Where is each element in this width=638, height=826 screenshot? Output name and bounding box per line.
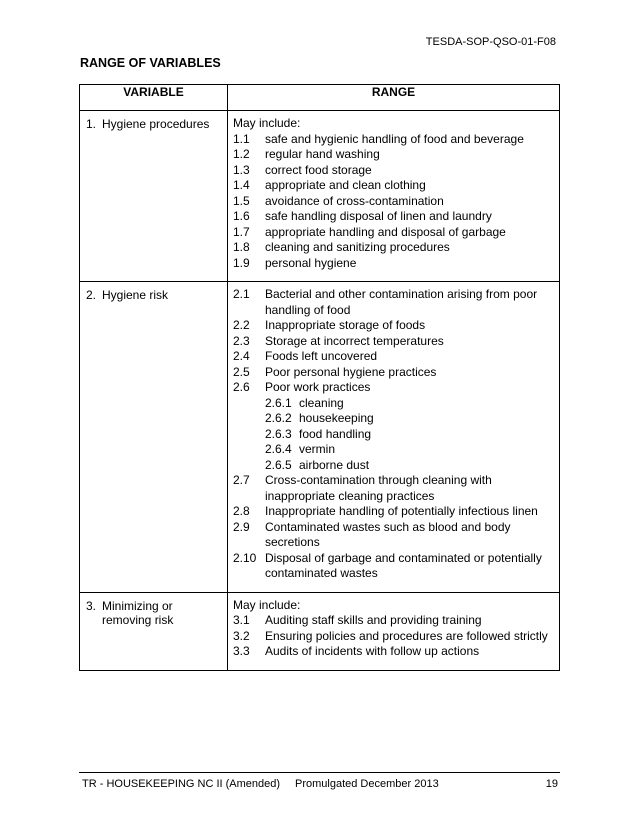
range-item xyxy=(233,473,555,504)
range-item-text: safe handling disposal of linen and laundry xyxy=(265,209,492,223)
range-item xyxy=(233,334,555,350)
range-cell xyxy=(228,111,560,282)
range-subitem-text: vermin xyxy=(299,442,336,456)
range-item-number: 2.7 xyxy=(233,473,250,487)
range-subitem xyxy=(233,442,555,458)
footer-promulgation: Promulgated December 2013 xyxy=(295,778,439,790)
variable-number: 3. xyxy=(86,598,97,613)
range-intro: May include: xyxy=(233,116,301,130)
range-item-number: 2.5 xyxy=(233,364,250,379)
range-item xyxy=(233,132,555,148)
range-item-number: 1.7 xyxy=(233,224,250,239)
range-subitem xyxy=(233,396,555,412)
range-item-number: 2.3 xyxy=(233,333,250,348)
range-subitem-number: 2.6.4 xyxy=(265,442,292,456)
range-item-number: 2.2 xyxy=(233,318,250,332)
range-item-text: Auditing staff skills and providing training xyxy=(265,613,482,627)
range-item-text: Contaminated wastes such as blood and body secretions xyxy=(265,519,511,549)
section-title: RANGE OF VARIABLES xyxy=(80,56,221,70)
range-item-number: 2.8 xyxy=(233,504,250,518)
range-item-number: 1.3 xyxy=(233,162,250,177)
range-item-number: 1.1 xyxy=(233,131,250,146)
range-subitem-number: 2.6.3 xyxy=(265,426,292,441)
range-item xyxy=(233,504,555,520)
range-item xyxy=(233,349,555,365)
range-item xyxy=(233,629,555,645)
range-subitem-number: 2.6.1 xyxy=(265,395,292,410)
range-subitem xyxy=(233,458,555,474)
range-item-number: 2.10 xyxy=(233,550,257,565)
range-item xyxy=(233,240,555,256)
range-item xyxy=(233,365,555,381)
range-item xyxy=(233,613,555,629)
range-subitem-text: airborne dust xyxy=(299,457,370,472)
range-item-text: Poor work practices xyxy=(265,380,371,394)
table-row xyxy=(80,282,560,593)
range-item xyxy=(233,318,555,334)
variable-name: Minimizing or removing risk xyxy=(102,598,174,627)
range-intro: May include: xyxy=(233,597,301,612)
variable-name: Hygiene risk xyxy=(102,288,169,302)
range-item-text: Inappropriate handling of potentially infectious linen xyxy=(265,504,538,518)
range-item xyxy=(233,147,555,163)
range-item-text: Disposal of garbage and contaminated or potentially contaminated wastes xyxy=(265,550,542,580)
range-item-text: cleaning and sanitizing procedures xyxy=(265,240,450,254)
range-item-text: personal hygiene xyxy=(265,255,357,270)
range-column-header: RANGE xyxy=(228,85,560,111)
variable-number: 1. xyxy=(86,117,97,131)
document-code: TESDA-SOP-QSO-01-F08 xyxy=(425,36,556,48)
range-subitem xyxy=(233,427,555,443)
range-item-text: appropriate and clean clothing xyxy=(265,178,426,192)
variable-column-header: VARIABLE xyxy=(80,85,228,111)
range-subitem xyxy=(233,411,555,427)
range-item-text: safe and hygienic handling of food and beverage xyxy=(265,131,524,146)
range-item-text: Ensuring policies and procedures are followed strictly xyxy=(265,628,548,643)
range-item xyxy=(233,163,555,179)
variable-cell xyxy=(80,592,228,670)
range-item-number: 1.9 xyxy=(233,255,250,270)
range-item xyxy=(233,225,555,241)
table-header-row xyxy=(80,85,560,111)
range-item-number: 3.2 xyxy=(233,628,250,643)
range-cell xyxy=(228,282,560,593)
range-of-variables-table xyxy=(79,84,560,671)
range-cell xyxy=(228,592,560,670)
range-subitem-number: 2.6.2 xyxy=(265,411,292,425)
range-item xyxy=(233,194,555,210)
range-item xyxy=(233,644,555,660)
range-item-number: 1.2 xyxy=(233,147,250,161)
range-item xyxy=(233,178,555,194)
range-item-number: 2.1 xyxy=(233,287,250,301)
range-item-text: avoidance of cross-contamination xyxy=(265,193,444,208)
range-item-text: correct food storage xyxy=(265,162,372,177)
variable-cell xyxy=(80,282,228,593)
table-row xyxy=(80,592,560,670)
range-item-number: 2.4 xyxy=(233,349,250,363)
range-item-text: Audits of incidents with follow up actions xyxy=(265,644,480,658)
footer-qualification: TR - HOUSEKEEPING NC II (Amended) xyxy=(82,778,281,790)
range-subitem-text: food handling xyxy=(299,426,372,441)
range-item-text: regular hand washing xyxy=(265,147,380,161)
range-item-number: 1.6 xyxy=(233,209,250,223)
footer-divider xyxy=(79,772,560,773)
range-item-number: 3.3 xyxy=(233,644,250,658)
range-subitem-number: 2.6.5 xyxy=(265,457,292,472)
page-number: 19 xyxy=(545,778,558,790)
range-subitem-text: cleaning xyxy=(299,395,344,410)
range-item-number: 1.5 xyxy=(233,193,250,208)
range-item xyxy=(233,209,555,225)
variable-cell xyxy=(80,111,228,282)
range-item xyxy=(233,380,555,396)
range-item-number: 2.9 xyxy=(233,519,250,534)
range-item-text: Poor personal hygiene practices xyxy=(265,364,437,379)
range-item-text: Inappropriate storage of foods xyxy=(265,318,426,332)
range-item-text: Storage at incorrect temperatures xyxy=(265,333,444,348)
range-item-text: Cross-contamination through cleaning with inappropriate cleaning practices xyxy=(265,473,492,503)
range-item-text: Foods left uncovered xyxy=(265,349,378,363)
range-item-number: 3.1 xyxy=(233,613,250,627)
range-subitem-text: housekeeping xyxy=(299,411,374,425)
range-item xyxy=(233,256,555,272)
range-item-text: appropriate handling and disposal of garbage xyxy=(265,224,506,239)
range-item xyxy=(233,287,555,318)
range-item xyxy=(233,520,555,551)
range-item-number: 1.4 xyxy=(233,178,250,192)
range-item xyxy=(233,551,555,582)
table-row xyxy=(80,111,560,282)
range-item-number: 1.8 xyxy=(233,240,250,254)
variable-number: 2. xyxy=(86,288,97,302)
range-item-number: 2.6 xyxy=(233,380,250,394)
variable-name: Hygiene procedures xyxy=(102,117,210,131)
range-item-text: Bacterial and other contamination arising from poor handling of food xyxy=(265,287,538,317)
